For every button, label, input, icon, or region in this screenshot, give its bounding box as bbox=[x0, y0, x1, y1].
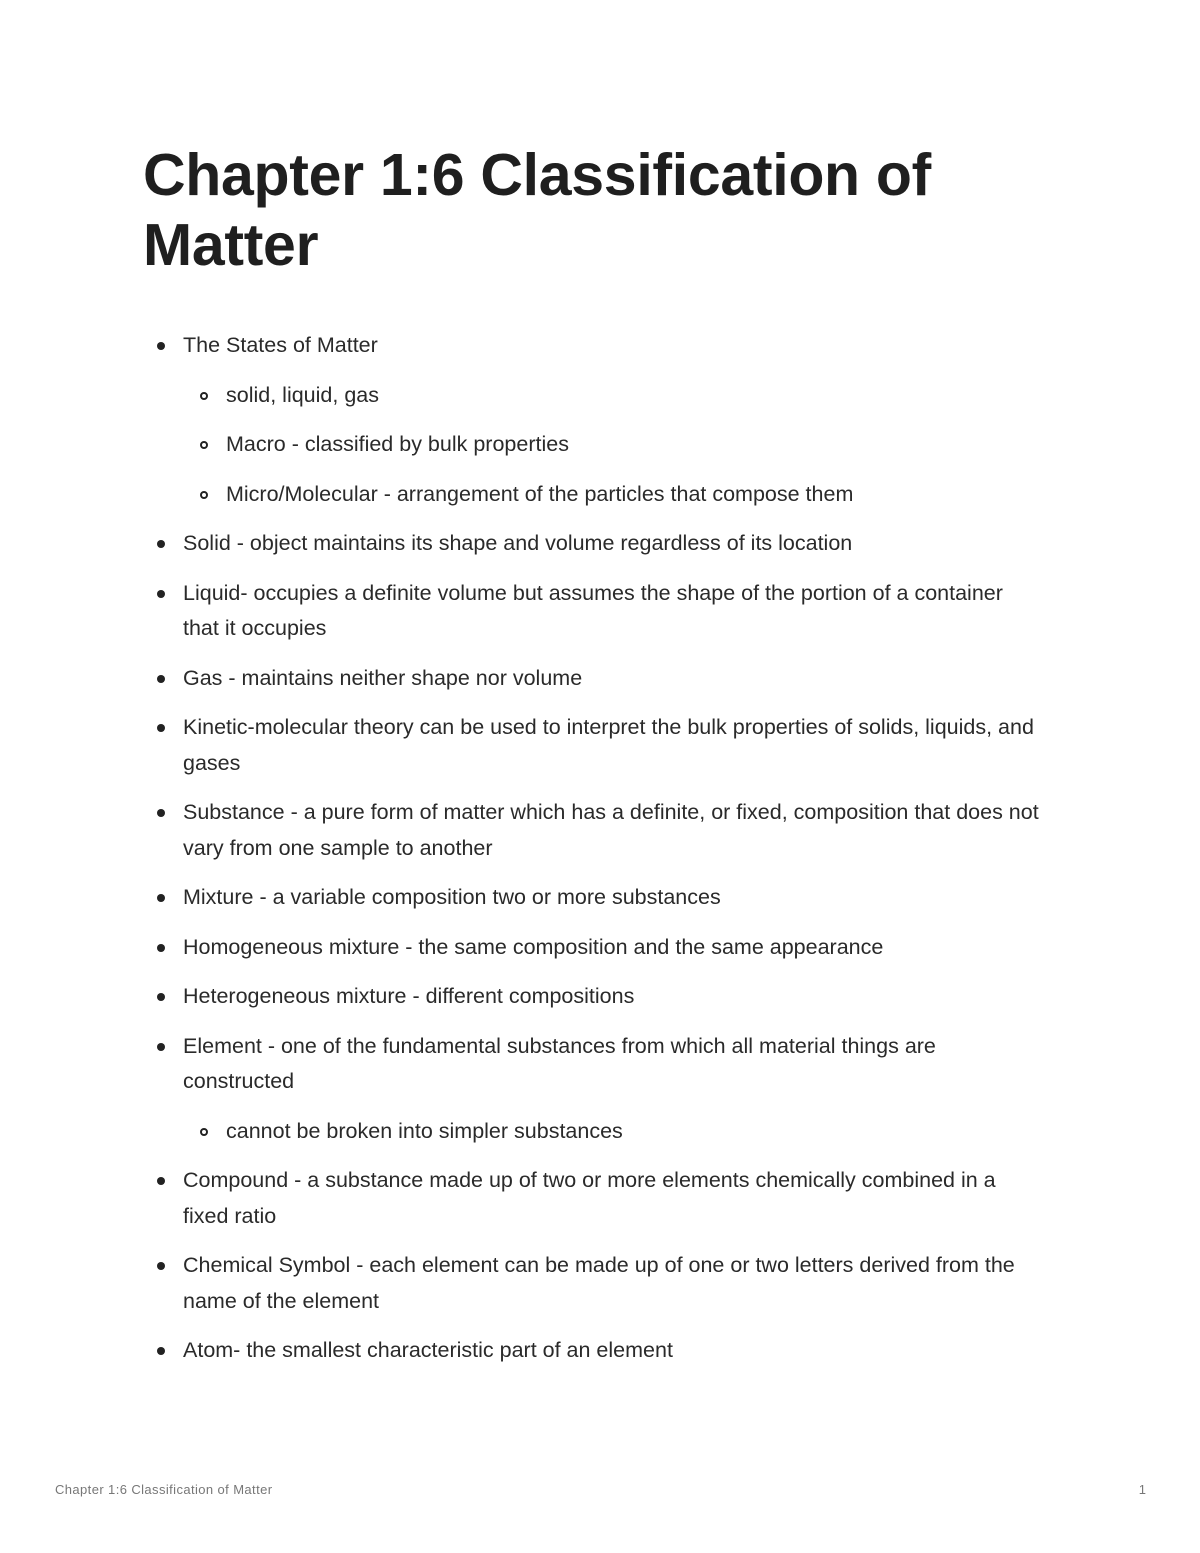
bullet-circle-icon bbox=[200, 441, 208, 449]
bullet-disc-icon bbox=[157, 675, 165, 683]
list-item bbox=[143, 710, 1043, 781]
list-item-text: Solid - object maintains its shape and volume regardless of its location bbox=[183, 531, 853, 555]
footer-title: Chapter 1:6 Classification of Matter bbox=[55, 1482, 273, 1497]
bullet-disc-icon bbox=[157, 342, 165, 350]
page-number: 1 bbox=[1138, 1482, 1146, 1497]
bullet-disc-icon bbox=[157, 1347, 165, 1355]
list-item bbox=[143, 378, 1043, 414]
list-item-text: Micro/Molecular - arrangement of the particles that compose them bbox=[226, 481, 854, 506]
list-item bbox=[143, 880, 1043, 916]
notes-list bbox=[143, 328, 1043, 1383]
bullet-disc-icon bbox=[157, 1177, 165, 1185]
list-item-text: Liquid- occupies a definite volume but assumes the shape of the portion of a container that it occupies bbox=[183, 580, 1003, 640]
list-item-text: Chemical Symbol - each element can be made up of one or two letters derived from the name of the element bbox=[183, 1253, 1015, 1313]
bullet-disc-icon bbox=[157, 540, 165, 548]
list-item-text: Compound - a substance made up of two or more elements chemically combined in a fixed ratio bbox=[183, 1168, 996, 1228]
bullet-disc-icon bbox=[157, 993, 165, 1001]
list-item-text: The States of Matter bbox=[183, 333, 378, 357]
list-item bbox=[143, 526, 1043, 562]
bullet-disc-icon bbox=[157, 894, 165, 902]
list-item-text: Substance - a pure form of matter which has a definite, or fixed, composition that does not vary from one sample to another bbox=[183, 800, 1039, 860]
list-item-text: Homogeneous mixture - the same composition and the same appearance bbox=[183, 934, 884, 959]
list-item-text: Kinetic-molecular theory can be used to interpret the bulk properties of solids, liquids, and gases bbox=[183, 715, 1034, 775]
list-item-text: Macro - classified by bulk properties bbox=[226, 432, 569, 456]
list-item bbox=[143, 477, 1043, 513]
bullet-disc-icon bbox=[157, 944, 165, 952]
bullet-disc-icon bbox=[157, 724, 165, 732]
bullet-disc-icon bbox=[157, 590, 165, 598]
bullet-disc-icon bbox=[157, 809, 165, 817]
list-item bbox=[143, 930, 1043, 966]
list-item-text: Mixture - a variable composition two or more substances bbox=[183, 885, 721, 909]
bullet-circle-icon bbox=[200, 1128, 208, 1136]
list-item-text: Heterogeneous mixture - different compositions bbox=[183, 984, 635, 1008]
page-title: Chapter 1:6 Classification of Matter bbox=[143, 142, 931, 278]
list-item-text: Element - one of the fundamental substances from which all material things are constructed bbox=[183, 1033, 936, 1093]
list-item bbox=[143, 661, 1043, 697]
bullet-disc-icon bbox=[157, 1262, 165, 1270]
list-item bbox=[143, 1248, 1043, 1319]
list-item bbox=[143, 1333, 1043, 1369]
list-item-text: solid, liquid, gas bbox=[226, 382, 379, 407]
list-item bbox=[143, 328, 1043, 364]
bullet-circle-icon bbox=[200, 392, 208, 400]
list-item bbox=[143, 979, 1043, 1015]
list-item bbox=[143, 1163, 1043, 1234]
list-item-text: Atom- the smallest characteristic part of an element bbox=[183, 1338, 673, 1362]
list-item bbox=[143, 576, 1043, 647]
list-item bbox=[143, 795, 1043, 866]
list-item bbox=[143, 1029, 1043, 1100]
list-item bbox=[143, 1114, 1043, 1150]
list-item bbox=[143, 427, 1043, 463]
list-item-text: Gas - maintains neither shape nor volume bbox=[183, 665, 583, 690]
bullet-disc-icon bbox=[157, 1043, 165, 1051]
list-item-text: cannot be broken into simpler substances bbox=[226, 1118, 623, 1143]
bullet-circle-icon bbox=[200, 491, 208, 499]
